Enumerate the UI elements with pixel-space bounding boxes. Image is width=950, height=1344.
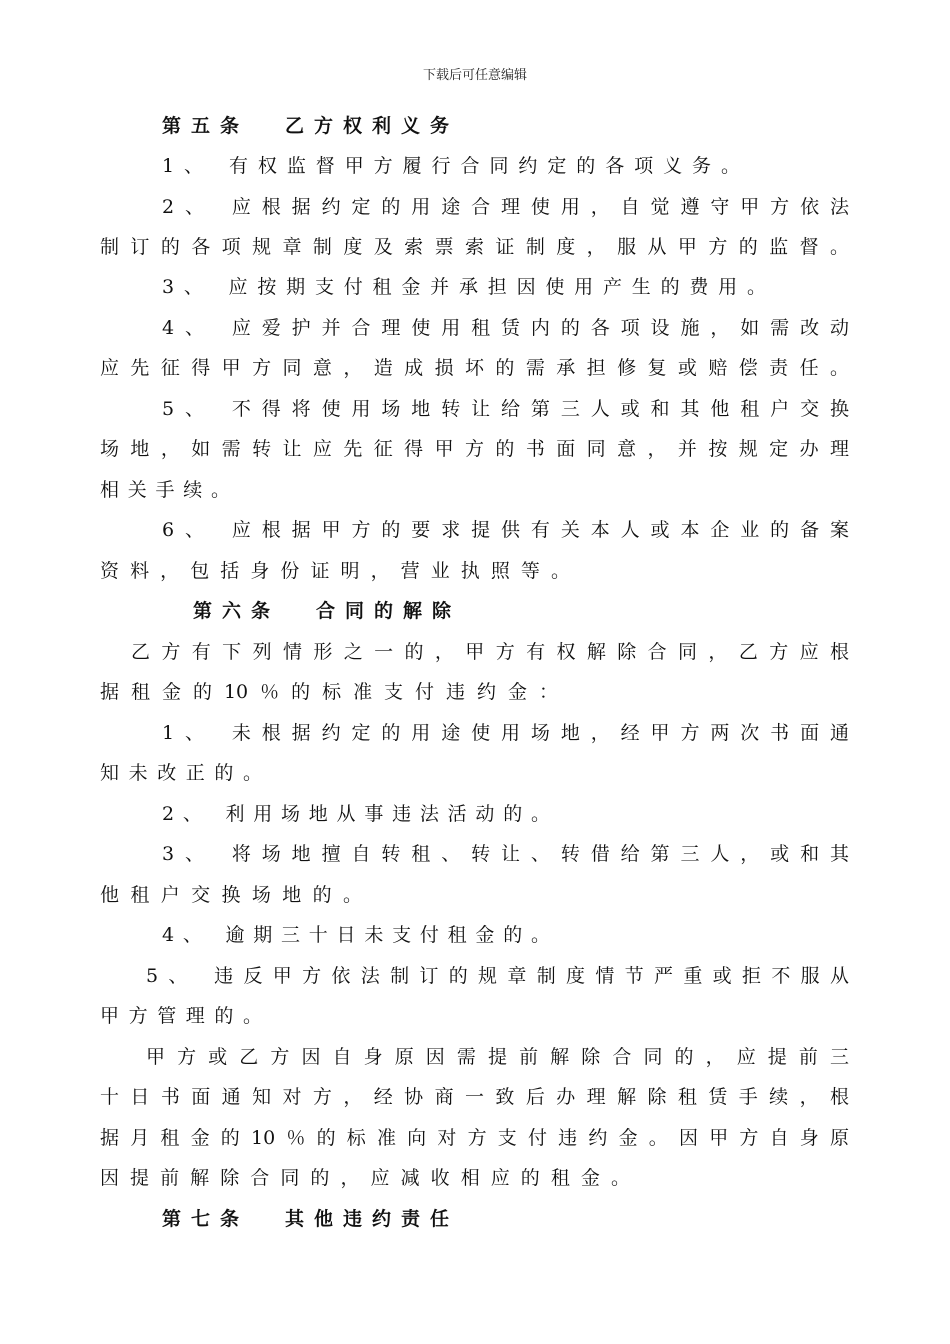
paragraph-line: 1、 有权监督甲方履行合同约定的各项义务。 [162, 155, 740, 177]
paragraph-line: 应先征得甲方同意，造成损坏的需承担修复或赔偿责任。 [100, 357, 849, 379]
paragraph-line: 5、 不得将使用场地转让给第三人或和其他租户交换 [162, 398, 849, 420]
article-7-heading [162, 1204, 459, 1234]
paragraph-line: 十日书面通知对方，经协商一致后办理解除租赁手续，根 [100, 1086, 849, 1108]
paragraph-line: 相关手续。 [100, 479, 230, 501]
article-6-title: 合同的解除 [316, 600, 462, 622]
paragraph-line: 4、 应爱护并合理使用租赁内的各项设施，如需改动 [162, 317, 849, 339]
article-7-title: 其他违约责任 [285, 1208, 460, 1230]
paragraph-line: 3、 应按期支付租金并承担因使用产生的费用。 [162, 276, 766, 298]
article-5-number: 第五条 [162, 115, 250, 137]
article-6-heading [193, 596, 461, 626]
paragraph-line: 甲方或乙方因自身原因需提前解除合同的，应提前三 [146, 1046, 849, 1068]
article-5-title: 乙方权利义务 [285, 115, 460, 137]
paragraph-line: 乙方有下列情形之一的，甲方有权解除合同，乙方应根 [131, 641, 849, 663]
paragraph-line: 据租金的10％的标准支付违约金： [100, 681, 558, 703]
page-header: 下载后可任意编辑 [422, 68, 527, 83]
article-6-number: 第六条 [193, 600, 281, 622]
article-5-heading [162, 111, 459, 141]
paragraph-line: 制订的各项规章制度及索票索证制度，服从甲方的监督。 [100, 236, 849, 258]
paragraph-line: 他租户交换场地的。 [100, 884, 362, 906]
paragraph-line: 3、 将场地擅自转租、转让、转借给第三人，或和其 [162, 843, 849, 865]
paragraph-line: 5、 违反甲方依法制订的规章制度情节严重或拒不服从 [146, 965, 849, 987]
paragraph-line: 4、 逾期三十日未支付租金的。 [162, 924, 550, 946]
paragraph-line: 因提前解除合同的，应减收相应的租金。 [100, 1167, 630, 1189]
paragraph-line: 1、 未根据约定的用途使用场地，经甲方两次书面通 [162, 722, 849, 744]
article-7-number: 第七条 [162, 1208, 250, 1230]
paragraph-line: 据月租金的10％的标准向对方支付违约金。因甲方自身原 [100, 1127, 849, 1149]
paragraph-line: 甲方管理的。 [100, 1005, 262, 1027]
paragraph-line: 知未改正的。 [100, 762, 262, 784]
paragraph-line: 资料，包括身份证明，营业执照等。 [100, 560, 570, 582]
paragraph-line: 2、 应根据约定的用途合理使用，自觉遵守甲方依法 [162, 196, 849, 218]
paragraph-line: 场地，如需转让应先征得甲方的书面同意，并按规定办理 [100, 438, 849, 460]
paragraph-line: 6、 应根据甲方的要求提供有关本人或本企业的备案 [162, 519, 849, 541]
paragraph-line: 2、 利用场地从事违法活动的。 [162, 803, 550, 825]
